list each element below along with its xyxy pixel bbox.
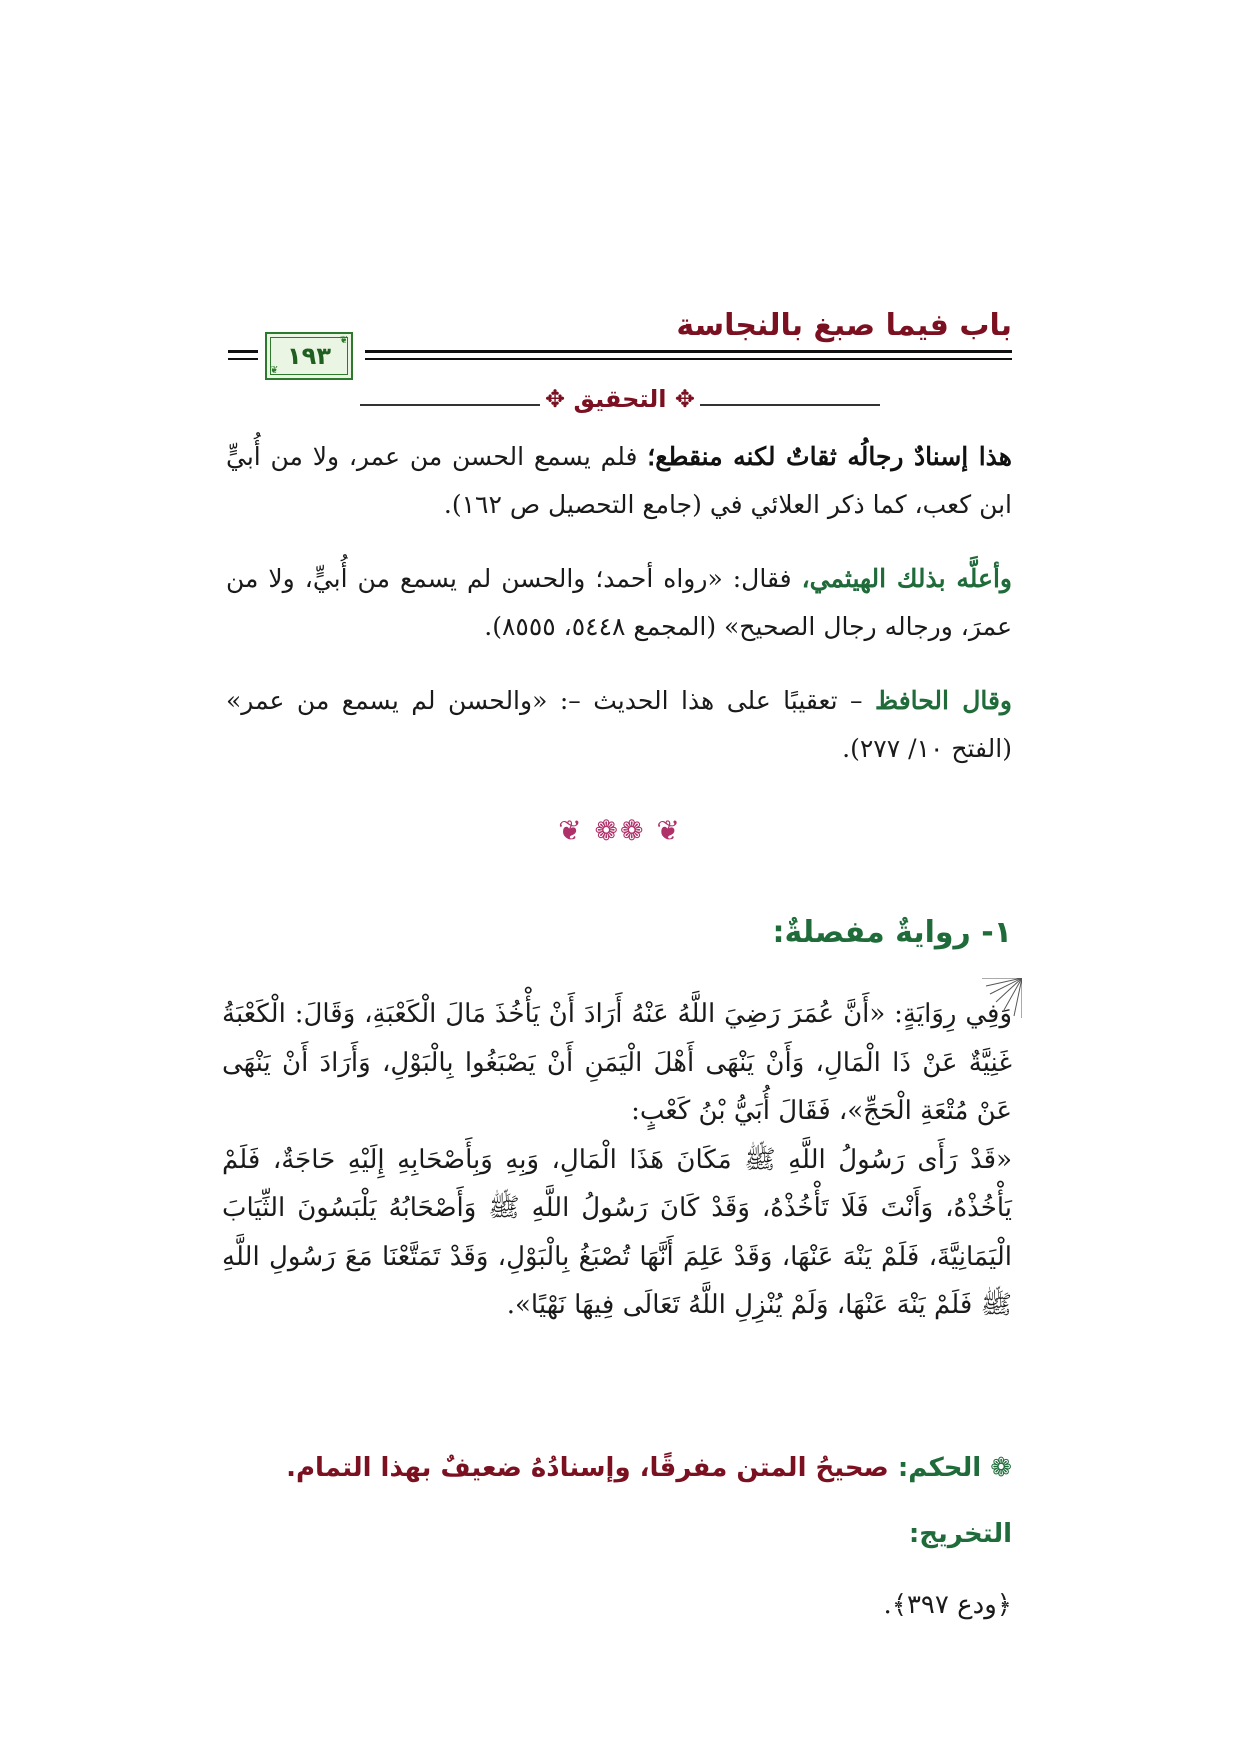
header-rule-left-top: [228, 350, 258, 353]
ornament-divider-icon: ❦ ❁❁ ❦: [558, 814, 682, 847]
frame-corner-ornament: ❦: [270, 365, 279, 376]
paragraph-lead: وقال الحافظ: [874, 686, 1012, 715]
section-heading: [0, 385, 1240, 413]
header-rule-bottom: [365, 358, 1012, 360]
frame-corner-ornament: ❦: [339, 335, 348, 346]
paragraph-lead: وأعلَّه بذلك الهيثمي،: [801, 564, 1012, 593]
page-number: ١٩٣: [287, 342, 331, 370]
heading-flourish-icon: ✥: [545, 385, 566, 413]
narration-part-2: «قَدْ رَأَى رَسُولُ اللَّهِ ﷺ مَكَانَ هَذَا الْمَالِ، وَبِهِ وَبِأَصْحَابِهِ إِلَيْهِ حَاجَةٌ، فَلَمْ يَأْخُذْهُ، وَأَنْتَ فَلَا تَأْخُذْهُ، وَقَدْ كَانَ رَسُولُ اللَّهِ ﷺ وَأَصْحَابُهُ يَلْبَسُونَ الثِّيَابَ الْيَمَانِيَّةَ، فَلَمْ يَنْهَ عَنْهَا، وَقَدْ عَلِمَ أَنَّهَا تُصْبَغُ بِالْبَوْلِ، وَقَدْ تَمَتَّعْنَا مَعَ رَسُولِ اللَّهِ ﷺ فَلَمْ يَنْهَ عَنْهَا، وَلَمْ يُنْزِلِ اللَّهُ تَعَالَى فِيهَا نَهْيًا».: [222, 1144, 1012, 1320]
page-number-frame: [265, 332, 353, 380]
header-rule-top: [365, 350, 1012, 353]
chapter-title: باب فيما صبغ بالنجاسة: [676, 308, 1012, 343]
header-rule-left-bottom: [228, 358, 258, 360]
tahqiq-paragraph-2: [226, 555, 1012, 651]
paragraph-text: فقال: «رواه أحمد؛ والحسن لم يسمع من أُبيٍّ، ولا من عمرَ، ورجاله رجال الصحيح» (المجمع ٥٤٤٨، ٨٥٥٥).: [226, 564, 1012, 641]
paragraph-text: – تعقيبًا على هذا الحديث –: «والحسن لم يسمع من عمر» (الفتح ١٠/ ٢٧٧).: [226, 686, 1012, 763]
takhrij-label: التخريج:: [908, 1519, 1012, 1549]
ruling-label: الحكم:: [897, 1453, 982, 1483]
ruling-text: صحيحُ المتن مفرقًا، وإسنادُهُ ضعيفٌ بهذا التمام.: [286, 1453, 889, 1483]
ruling-flower-icon: ❁: [990, 1453, 1012, 1483]
tahqiq-paragraph-3: [226, 677, 1012, 773]
paragraph-text: فلم يسمع الحسن من عمر، ولا من أُبيٍّ ابن كعب، كما ذكر العلائي في (جامع التحصيل ص ١٦٢).: [226, 442, 1012, 519]
tahqiq-paragraph-1: [226, 433, 1012, 529]
paragraph-lead: هذا إسنادٌ رجالُه ثقاتٌ لكنه منقطع؛: [647, 442, 1012, 471]
section-heading-text: التحقيق: [573, 385, 667, 413]
ruling-line: [286, 1453, 1012, 1483]
takhrij-reference: ﴿ودع ٣٩٧﴾.: [883, 1590, 1012, 1620]
narration-part-1: وَفِي رِوَايَةٍ: «أَنَّ عُمَرَ رَضِيَ اللَّهُ عَنْهُ أَرَادَ أَنْ يَأْخُذَ مَالَ الْكَعْبَةِ، وَقَالَ: الْكَعْبَةُ غَنِيَّةٌ عَنْ ذَا الْمَالِ، وَأَنْ يَنْهَى أَهْلَ الْيَمَنِ أَنْ يَصْبَغُوا بِالْبَوْلِ، وَأَرَادَ أَنْ يَنْهَى عَنْ مُتْعَةِ الْحَجِّ»، فَقَالَ أُبَيُّ بْنُ كَعْبٍ:: [222, 999, 1012, 1126]
narration-quote: [222, 990, 1012, 1330]
heading-flourish-icon: ✥: [674, 385, 695, 413]
item-heading: ١- روايةٌ مفصلةٌ:: [772, 915, 1012, 950]
